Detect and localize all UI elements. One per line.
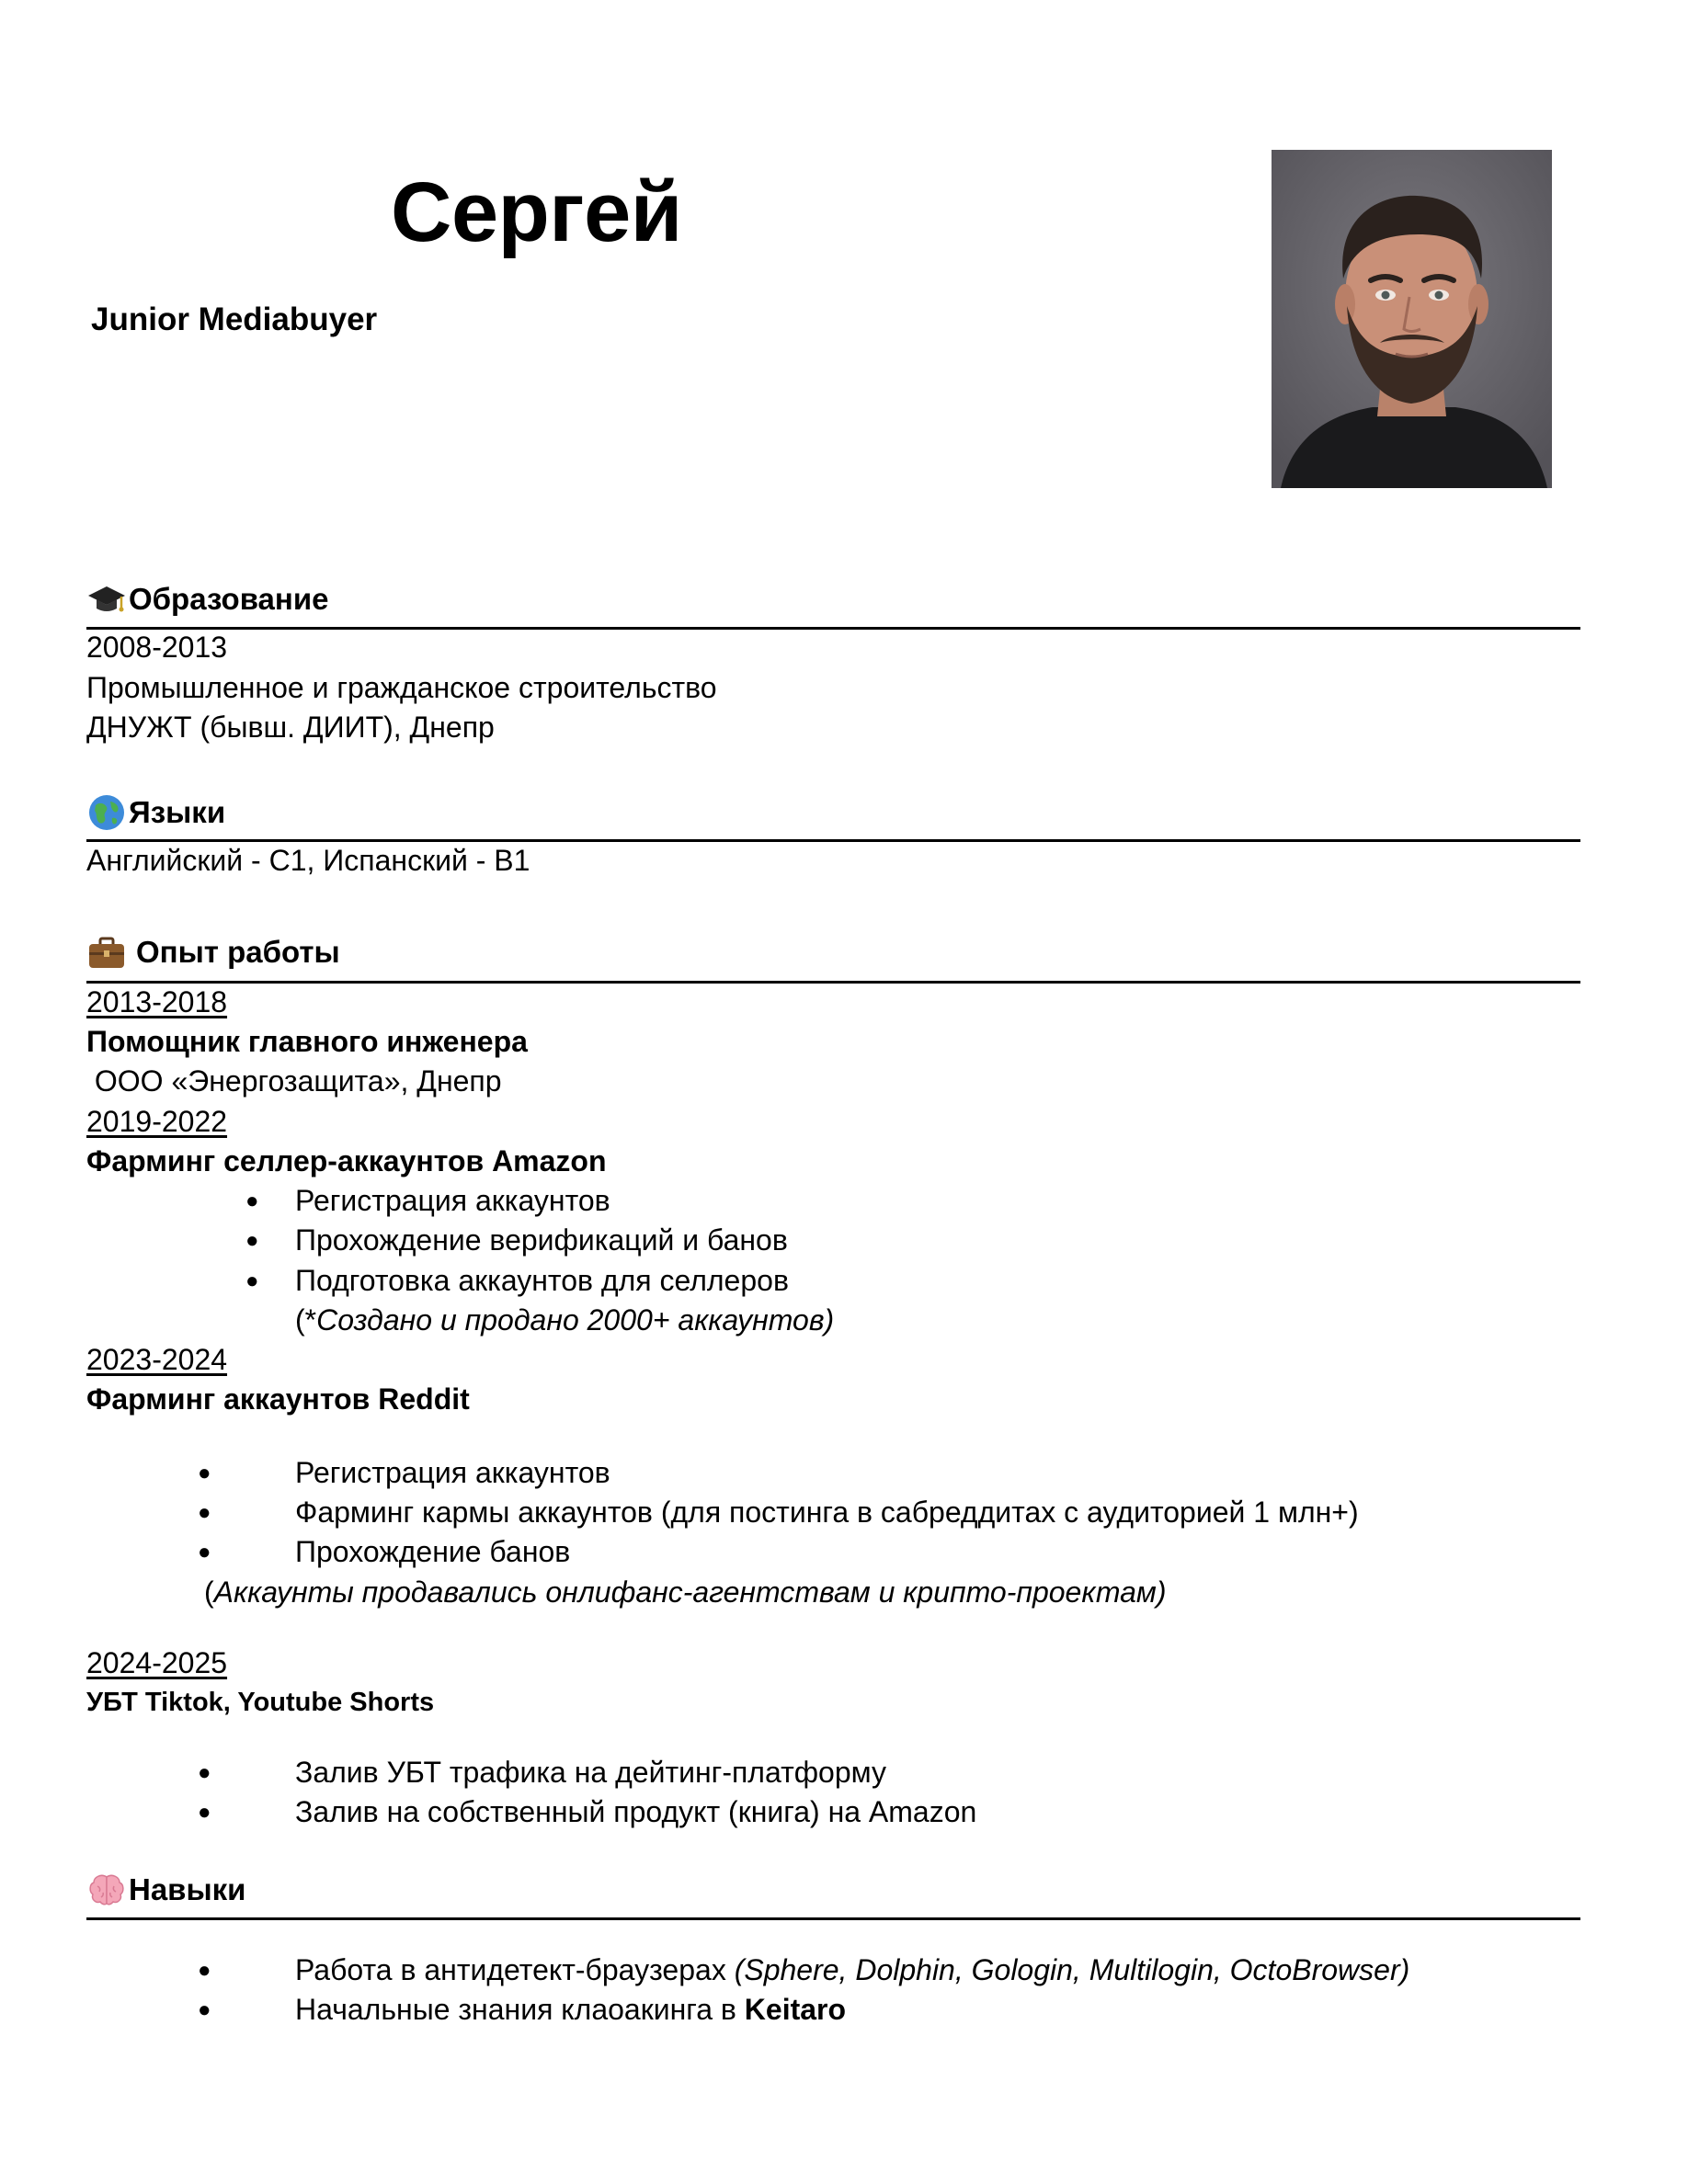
- languages-title: Языки: [129, 795, 226, 829]
- job-1-years: 2013-2018: [86, 985, 228, 1018]
- list-item: Залив на собственный продукт (книга) на Amazon: [295, 1795, 977, 1828]
- skill-text: Начальные знания клаоакинга в: [295, 1993, 745, 2026]
- candidate-name: Сергей: [391, 165, 682, 259]
- bullet-icon: ●: [198, 1958, 211, 1983]
- list-item: Подготовка аккаунтов для селлеров: [295, 1264, 789, 1297]
- graduation-cap-icon: [86, 579, 127, 620]
- experience-divider: [86, 981, 1580, 984]
- job-1-position: Помощник главного инженера: [86, 1025, 528, 1058]
- skill-tool-keitaro: Keitaro: [744, 1993, 847, 2026]
- candidate-role: Junior Mediabuyer: [91, 301, 378, 337]
- job-4-years: 2024-2025: [86, 1646, 228, 1679]
- skills-title: Навыки: [129, 1872, 246, 1906]
- job-3-years: 2023-2024: [86, 1343, 228, 1376]
- experience-heading: [86, 930, 1580, 974]
- skill-text: Работа в антидетект-браузерах: [295, 1953, 735, 1986]
- note-text: Аккаунты продавались онлифанс-агентствам и крипто-проектам): [213, 1575, 1167, 1609]
- education-years: 2008-2013: [86, 631, 228, 664]
- bullet-icon: ●: [245, 1228, 259, 1253]
- experience-title: Опыт работы: [136, 935, 340, 969]
- education-divider: [86, 627, 1580, 630]
- languages-text: Английский - С1, Испанский - В1: [86, 844, 530, 877]
- note-open: (*: [295, 1303, 317, 1337]
- note-text: Создано и продано 2000+ аккаунтов): [316, 1303, 835, 1337]
- education-heading: [86, 577, 1580, 621]
- bullet-icon: ●: [198, 1500, 211, 1525]
- job-3-position: Фарминг аккаунтов Reddit: [86, 1382, 470, 1416]
- skills-divider: [86, 1917, 1580, 1920]
- job-2-years: 2019-2022: [86, 1105, 228, 1138]
- skills-heading: [86, 1868, 1580, 1912]
- globe-icon: [86, 792, 127, 833]
- bullet-icon: ●: [198, 1461, 211, 1485]
- languages-heading: [86, 791, 1580, 835]
- brain-icon: [86, 1870, 127, 1910]
- portrait-image: [1272, 150, 1552, 488]
- job-1-company: ООО «Энергозащита», Днепр: [86, 1064, 502, 1098]
- list-item: Фарминг кармы аккаунтов (для постинга в сабреддитах с аудиторией 1 млн+): [295, 1496, 1359, 1529]
- list-item: [295, 1990, 846, 2030]
- bullet-icon: ●: [198, 1800, 211, 1825]
- list-item: [295, 1951, 1409, 1990]
- skill-tools: (Sphere, Dolphin, Gologin, Multilogin, OctoBrowser): [734, 1953, 1410, 1986]
- job-2-position: Фарминг селлер-аккаунтов Amazon: [86, 1144, 607, 1177]
- bullet-icon: ●: [198, 1760, 211, 1785]
- bullet-icon: ●: [245, 1268, 259, 1293]
- bullet-icon: ●: [198, 1540, 211, 1564]
- list-item: Регистрация аккаунтов: [295, 1184, 610, 1217]
- education-title: Образование: [129, 582, 329, 616]
- job-4-position: УБТ Tiktok, Youtube Shorts: [86, 1688, 435, 1717]
- note-open: (: [204, 1575, 214, 1609]
- profile-photo: [1272, 150, 1552, 488]
- list-item: Прохождение верификаций и банов: [295, 1223, 788, 1257]
- list-item: Залив УБТ трафика на дейтинг-платформу: [295, 1756, 886, 1789]
- job-2-note: [295, 1301, 834, 1340]
- education-institution: ДНУЖТ (бывш. ДИИТ), Днепр: [86, 711, 495, 744]
- briefcase-icon: [86, 932, 127, 973]
- education-specialty: Промышленное и гражданское строительство: [86, 671, 717, 704]
- job-3-note: [204, 1573, 1167, 1612]
- list-item: Регистрация аккаунтов: [295, 1456, 610, 1489]
- bullet-icon: ●: [198, 1997, 211, 2022]
- list-item: Прохождение банов: [295, 1535, 571, 1568]
- bullet-icon: ●: [245, 1189, 259, 1213]
